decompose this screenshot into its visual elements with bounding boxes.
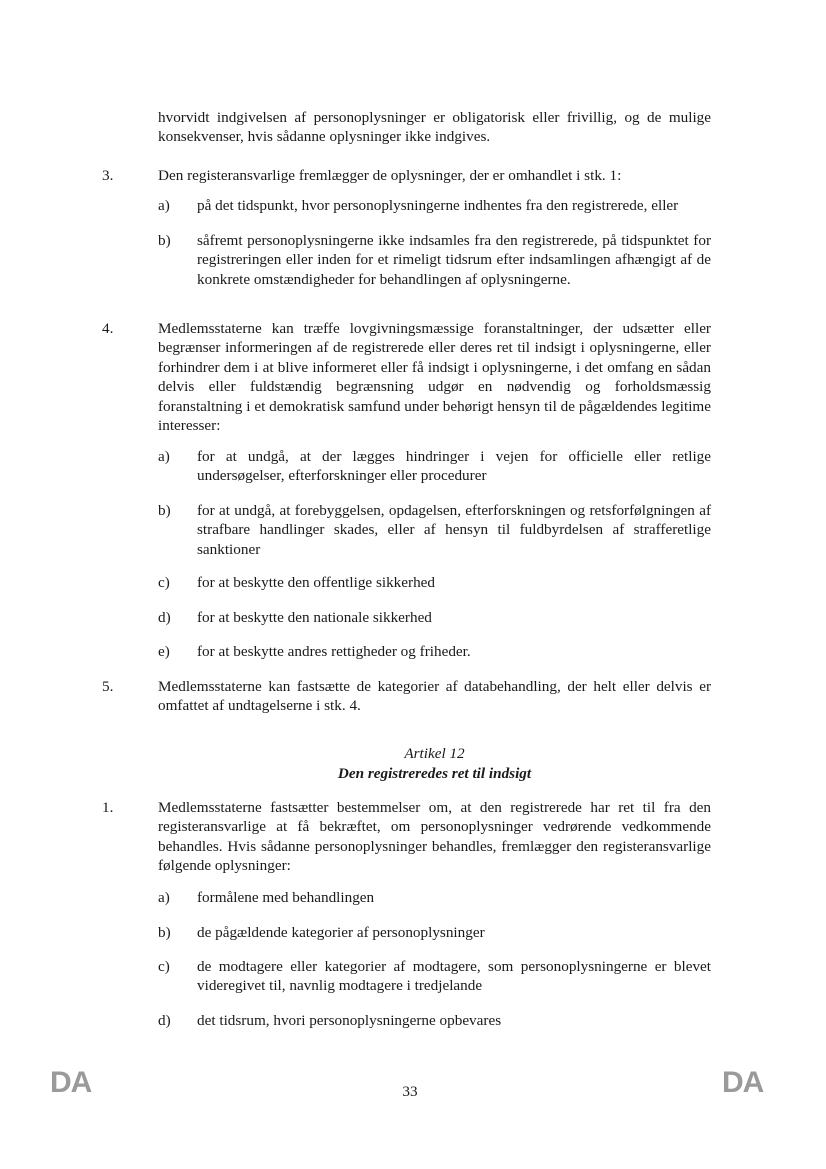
- list-item: de modtagere eller kategorier af modtagere, som personoplysningerne er blevet videregivet til, navnlig modtagere i tredjelande: [197, 958, 711, 995]
- paragraph-5-text: Medlemsstaterne kan fastsætte de kategorier af databehandling, der helt eller delvis er omfattet af undtagelserne i stk. 4.: [158, 678, 711, 715]
- list-item: såfremt personoplysningerne ikke indsamles fra den registrerede, på tidspunktet for registreringen eller inden for et rimeligt tidsrum efter indsamlingen afhængigt af de konkrete omstændigheder for behandlingen af oplysningerne.: [197, 232, 711, 288]
- list-item: for at undgå, at forebyggelsen, opdagelsen, efterforskningen og retsforfølgningen af strafbare handlinger skades, eller af hensyn til fuldbyrdelsen af strafferetlige sanktioner: [197, 502, 711, 558]
- list-item: for at beskytte den nationale sikkerhed: [197, 609, 432, 626]
- paragraph-5-number: 5.: [102, 678, 114, 695]
- list-item: de pågældende kategorier af personoplysninger: [197, 924, 485, 941]
- list-item-label: a): [158, 448, 170, 465]
- list-item-label: d): [158, 609, 171, 626]
- paragraph-3-text: Den registeransvarlige fremlægger de oplysninger, der er omhandlet i stk. 1:: [158, 167, 622, 184]
- intro-continuation: hvorvidt indgivelsen af personoplysninger er obligatorisk eller frivillig, og de mulige konsekvenser, hvis sådanne oplysninger ikke indgives.: [158, 109, 711, 146]
- paragraph-4-number: 4.: [102, 320, 114, 337]
- article-paragraph-1-number: 1.: [102, 799, 114, 816]
- list-item: formålene med behandlingen: [197, 889, 375, 906]
- paragraph-3-number: 3.: [102, 167, 114, 184]
- page-number: 33: [402, 1083, 418, 1100]
- list-item-label: b): [158, 924, 171, 941]
- list-item: for at beskytte andres rettigheder og friheder.: [197, 643, 471, 660]
- article-number: Artikel 12: [404, 745, 465, 762]
- list-item-label: b): [158, 232, 171, 249]
- list-item-label: c): [158, 574, 170, 591]
- paragraph-4-text: Medlemsstaterne kan træffe lovgivningsmæssige foranstaltninger, der udsætter eller begrænser informeringen af de registrerede eller deres ret til indsigt i oplysningerne, eller forhindrer dem i at blive informeret eller få indsigt i oplysningerne, i det omfang en sådan delvis eller fuldstændig begrænsning udgør en nødvendig og forholdsmæssig foranstaltning i et demokratisk samfund under behørigt hensyn til de pågældendes legitime interesser:: [158, 320, 711, 435]
- list-item-label: b): [158, 502, 171, 519]
- list-item: for at undgå, at der lægges hindringer i vejen for officielle eller retlige undersøgelser, efterforskninger eller procedurer: [197, 448, 711, 485]
- article-title: Den registreredes ret til indsigt: [337, 765, 532, 782]
- list-item: for at beskytte den offentlige sikkerhed: [197, 574, 436, 591]
- language-code-left: DA: [50, 1066, 92, 1099]
- list-item: det tidsrum, hvori personoplysningerne opbevares: [197, 1012, 502, 1029]
- list-item-label: d): [158, 1012, 171, 1029]
- article-paragraph-1-text: Medlemsstaterne fastsætter bestemmelser om, at den registrerede har ret til fra den registeransvarlige at få bekræftet, om personoplysninger vedrørende vedkommende behandles. Hvis sådanne personoplysninger behandles, fremlægger den registeransvarlige følgende oplysninger:: [158, 799, 711, 875]
- list-item: på det tidspunkt, hvor personoplysningerne indhentes fra den registrerede, eller: [197, 197, 679, 214]
- list-item-label: e): [158, 643, 170, 660]
- list-item-label: a): [158, 197, 170, 214]
- list-item-label: a): [158, 889, 170, 906]
- list-item-label: c): [158, 958, 170, 975]
- language-code-right: DA: [722, 1066, 764, 1099]
